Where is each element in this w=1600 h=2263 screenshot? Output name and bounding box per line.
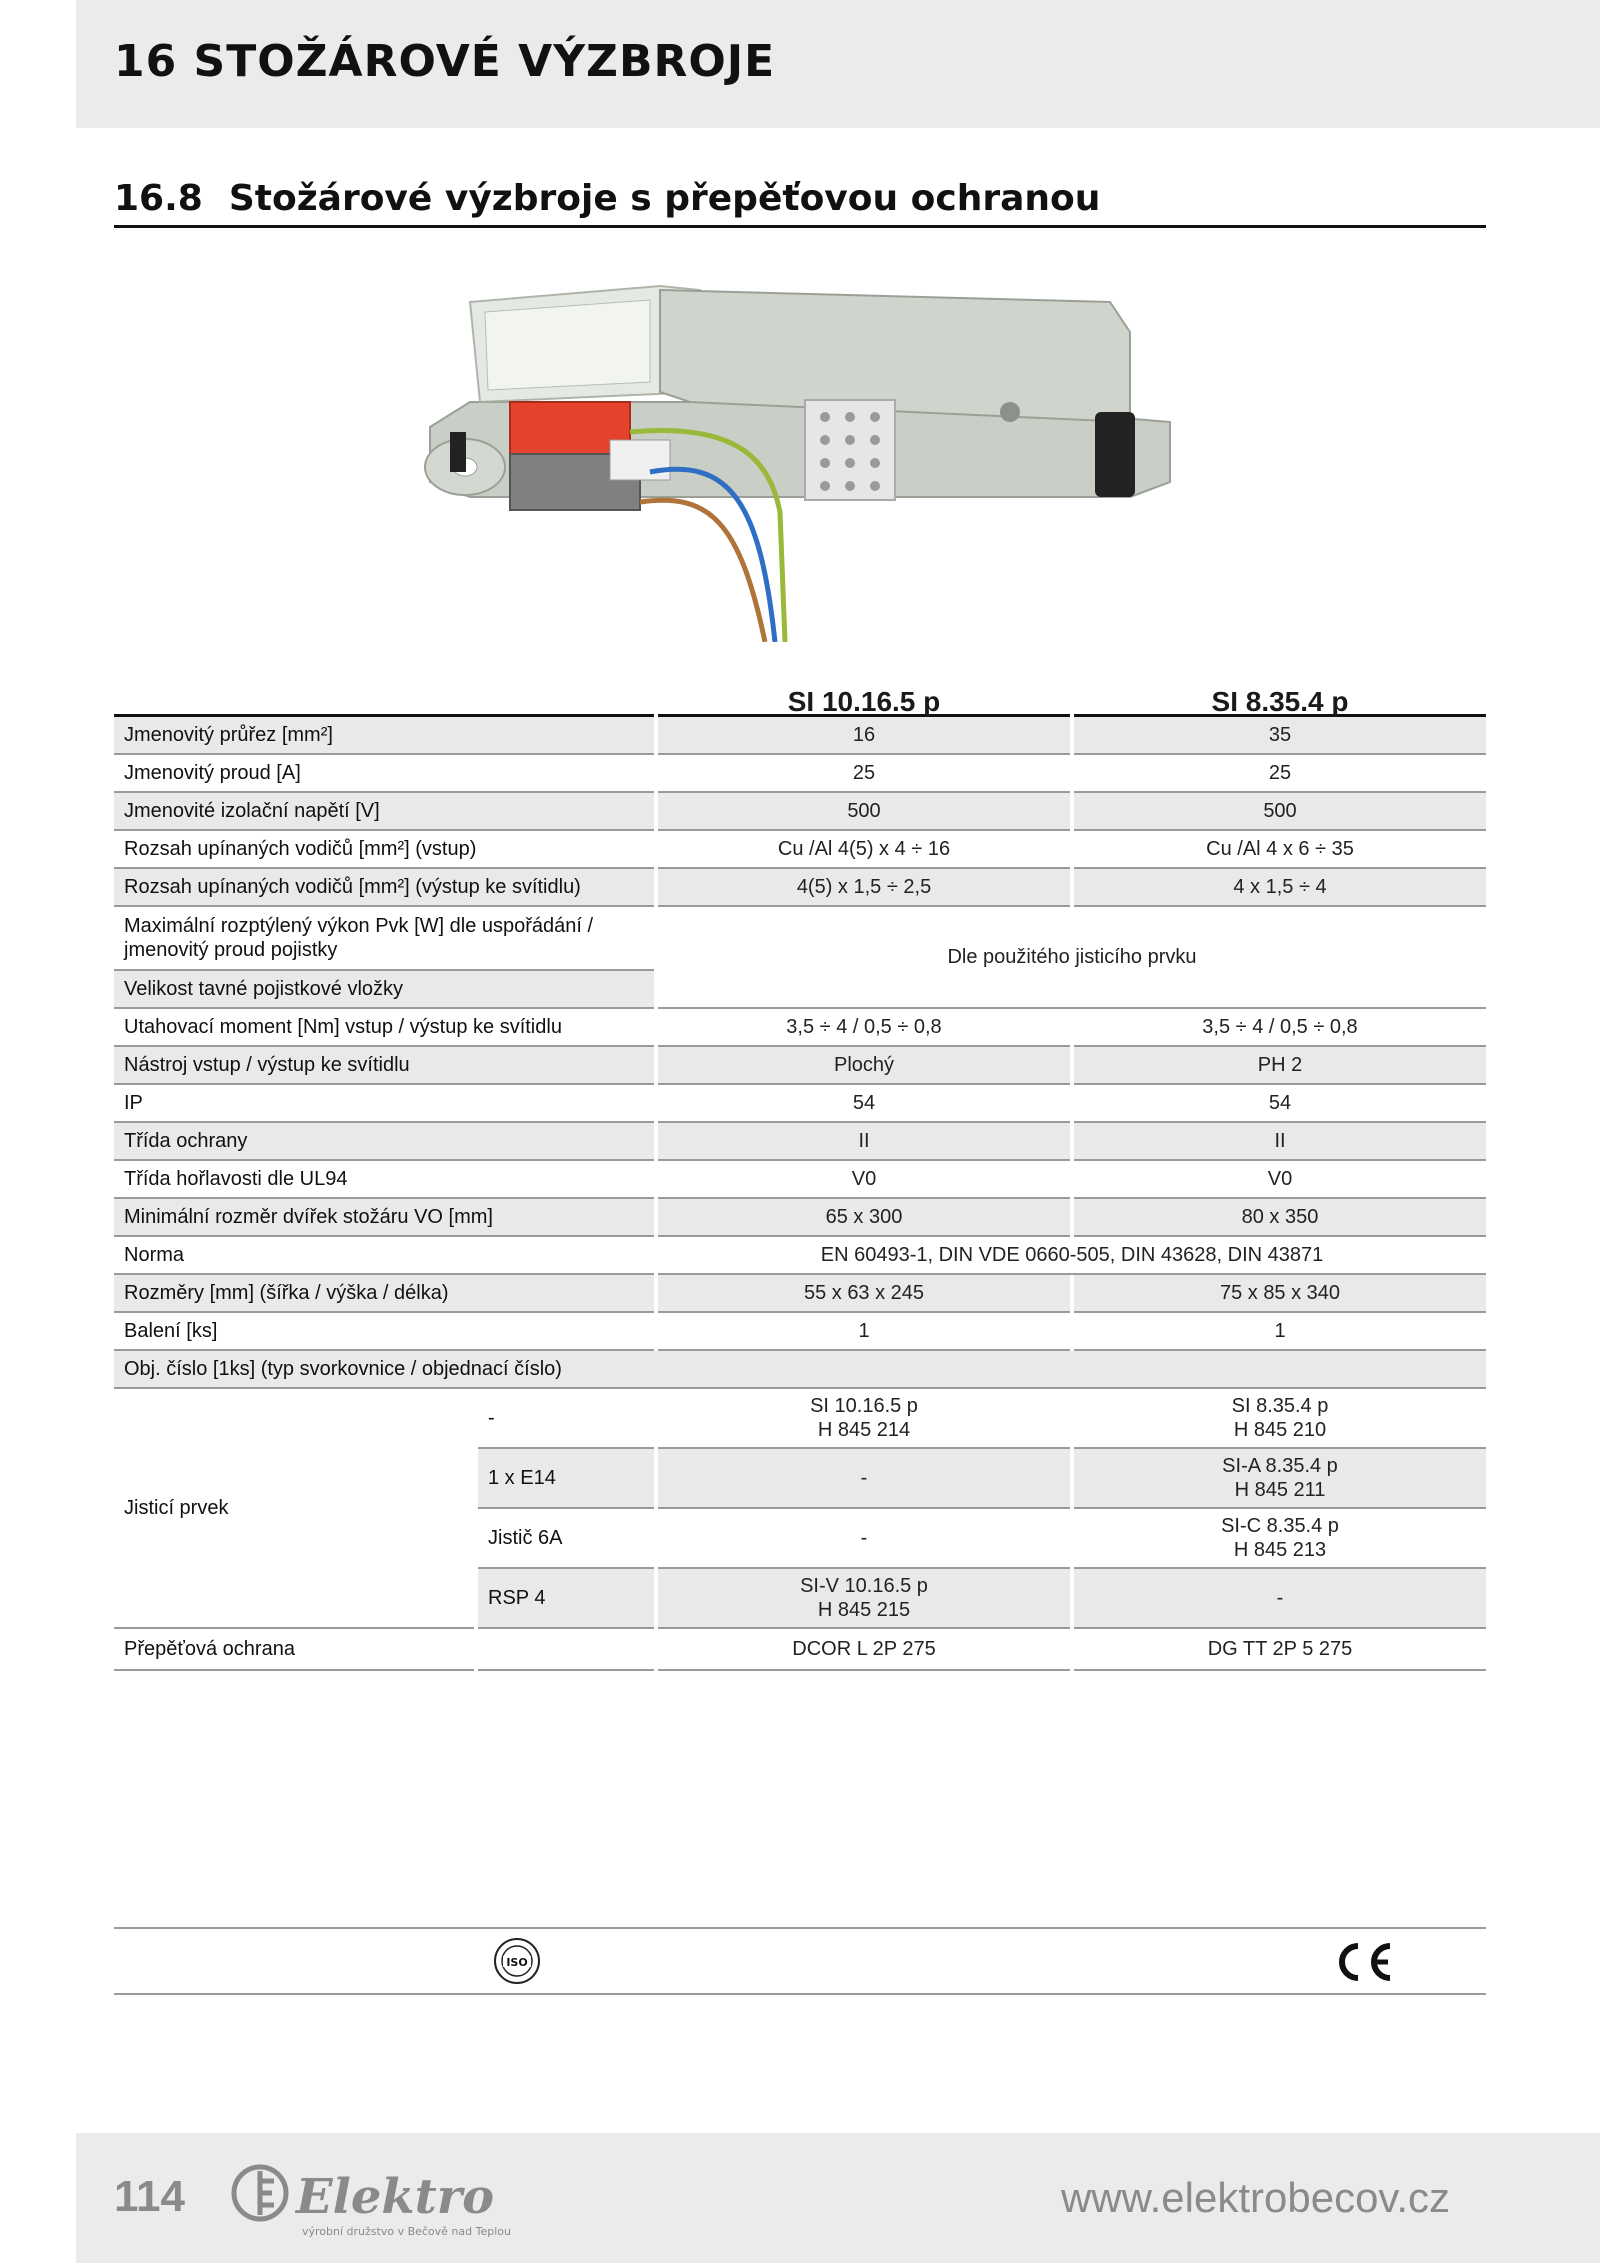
section-number: 16.8 (114, 178, 203, 219)
value-b: V0 (1074, 1161, 1486, 1199)
table-row (114, 1629, 1486, 1671)
value-a: Plochý (658, 1047, 1070, 1085)
value-a: 16 (658, 717, 1070, 755)
table-row (114, 793, 1486, 831)
breaker-value-b (1074, 1449, 1486, 1509)
breaker-value-a: - (658, 1509, 1070, 1569)
header-blank (114, 668, 654, 717)
breaker-value-b-line2: H 845 210 (1233, 1419, 1327, 1441)
breaker-value-b (1074, 1509, 1486, 1569)
breaker-value-b-line2: H 845 213 (1233, 1539, 1327, 1561)
value-b: 1 (1074, 1313, 1486, 1351)
breaker-value-a (658, 1389, 1070, 1449)
value-a: 3,5 ÷ 4 / 0,5 ÷ 0,8 (658, 1009, 1070, 1047)
table-row (114, 1199, 1486, 1237)
shared-value: Dle použitého jisticího prvku (658, 907, 1486, 1009)
breaker-sub-label: 1 x E14 (478, 1449, 654, 1509)
page-number: 114 (114, 2172, 185, 2221)
value-a: 500 (658, 793, 1070, 831)
value-b: II (1074, 1123, 1486, 1161)
table-row (114, 831, 1486, 869)
ce-mark-icon (1328, 1940, 1396, 1984)
row-label: Rozsah upínaných vodičů [mm²] (vstup) (114, 831, 654, 869)
value-b: 500 (1074, 793, 1486, 831)
table-row (114, 1237, 1486, 1275)
breaker-value-b-line2: H 845 211 (1234, 1479, 1326, 1501)
row-label: Rozsah upínaných vodičů [mm²] (výstup ke svítidlu) (114, 869, 654, 907)
spec-table (110, 668, 1490, 1671)
norm-label: Norma (114, 1237, 654, 1275)
surge-protection-label: Přepěťová ochrana (114, 1629, 474, 1671)
max-power-label-line1: Maximální rozptýlený výkon Pvk [W] dle uspořádání / (124, 915, 594, 937)
value-a: II (658, 1123, 1070, 1161)
surge-value-a: DCOR L 2P 275 (658, 1629, 1070, 1671)
breaker-row (114, 1389, 1486, 1449)
table-row (114, 1313, 1486, 1351)
value-b: PH 2 (1074, 1047, 1486, 1085)
breaker-value-b (1074, 1389, 1486, 1449)
table-row (114, 1009, 1486, 1047)
breaker-value-a-line1: SI 10.16.5 p (810, 1395, 918, 1417)
breaker-value-b-line1: SI-A 8.35.4 p (1222, 1455, 1338, 1477)
breaker-value-a: - (658, 1449, 1070, 1509)
table-row (114, 717, 1486, 755)
chapter-title: 16 STOŽÁROVÉ VÝZBROJE (114, 36, 776, 87)
surge-protection-sub (478, 1629, 654, 1671)
column-header-si-10-16-5: SI 10.16.5 p (658, 668, 1070, 717)
table-row (114, 1161, 1486, 1199)
iso-certification-icon (492, 1936, 542, 1986)
value-b: 4 x 1,5 ÷ 4 (1074, 869, 1486, 907)
value-b: 75 x 85 x 340 (1074, 1275, 1486, 1313)
max-power-label (114, 907, 654, 971)
table-row (114, 1047, 1486, 1085)
breaker-label: Jisticí prvek (114, 1389, 474, 1629)
section-title (114, 178, 1486, 228)
value-a: Cu /Al 4(5) x 4 ÷ 16 (658, 831, 1070, 869)
column-header-si-8-35-4: SI 8.35.4 p (1074, 668, 1486, 717)
section-title-text: Stožárové výzbroje s přepěťovou ochranou (228, 178, 1101, 219)
table-row (114, 1351, 1486, 1389)
breaker-value-b: - (1074, 1569, 1486, 1629)
value-a: V0 (658, 1161, 1070, 1199)
value-a: 1 (658, 1313, 1070, 1351)
row-label: IP (114, 1085, 654, 1123)
row-label: Jmenovitý proud [A] (114, 755, 654, 793)
value-b: 80 x 350 (1074, 1199, 1486, 1237)
table-row (114, 869, 1486, 907)
table-header-row (114, 668, 1486, 717)
value-b: 35 (1074, 717, 1486, 755)
row-label: Jmenovitý průřez [mm²] (114, 717, 654, 755)
value-a: 25 (658, 755, 1070, 793)
brand-name: Elektro (296, 2169, 495, 2225)
svg-text:ISO: ISO (506, 1956, 528, 1969)
breaker-value-a-line1: SI-V 10.16.5 p (800, 1575, 928, 1597)
value-a: 65 x 300 (658, 1199, 1070, 1237)
value-b: Cu /Al 4 x 6 ÷ 35 (1074, 831, 1486, 869)
order-number-label: Obj. číslo [1ks] (typ svorkovnice / objednací číslo) (114, 1351, 1486, 1389)
row-label: Třída ochrany (114, 1123, 654, 1161)
breaker-value-b-line1: SI-C 8.35.4 p (1221, 1515, 1339, 1537)
row-label: Jmenovité izolační napětí [V] (114, 793, 654, 831)
breaker-sub-label: RSP 4 (478, 1569, 654, 1629)
breaker-sub-label: Jistič 6A (478, 1509, 654, 1569)
table-row (114, 907, 1486, 971)
product-photo (410, 272, 1190, 642)
value-b: 54 (1074, 1085, 1486, 1123)
breaker-value-a-line2: H 845 215 (817, 1599, 911, 1621)
table-row (114, 755, 1486, 793)
row-label: Balení [ks] (114, 1313, 654, 1351)
norm-value: EN 60493-1, DIN VDE 0660-505, DIN 43628, DIN 43871 (658, 1237, 1486, 1275)
breaker-value-b-line1: SI 8.35.4 p (1231, 1395, 1329, 1417)
breaker-value-a-line2: H 845 214 (817, 1419, 911, 1441)
fuse-size-label: Velikost tavné pojistkové vložky (114, 971, 654, 1009)
row-label: Třída hořlavosti dle UL94 (114, 1161, 654, 1199)
table-row (114, 1275, 1486, 1313)
value-b: 3,5 ÷ 4 / 0,5 ÷ 0,8 (1074, 1009, 1486, 1047)
website-link[interactable]: www.elektrobecov.cz (1060, 2174, 1450, 2221)
table-row (114, 1123, 1486, 1161)
table-row (114, 1085, 1486, 1123)
certification-divider-top (114, 1927, 1486, 1929)
row-label: Nástroj vstup / výstup ke svítidlu (114, 1047, 654, 1085)
max-power-label-line2: jmenovitý proud pojistky (124, 939, 338, 961)
value-b: 25 (1074, 755, 1486, 793)
surge-value-b: DG TT 2P 5 275 (1074, 1629, 1486, 1671)
value-a: 54 (658, 1085, 1070, 1123)
certification-divider-bottom (114, 1993, 1486, 1995)
value-a: 55 x 63 x 245 (658, 1275, 1070, 1313)
value-a: 4(5) x 1,5 ÷ 2,5 (658, 869, 1070, 907)
breaker-sub-label: - (478, 1389, 654, 1449)
row-label: Utahovací moment [Nm] vstup / výstup ke svítidlu (114, 1009, 654, 1047)
breaker-value-a (658, 1569, 1070, 1629)
brand-tagline: výrobní družstvo v Bečově nad Teplou (302, 2225, 511, 2238)
row-label: Rozměry [mm] (šířka / výška / délka) (114, 1275, 654, 1313)
row-label: Minimální rozměr dvířek stožáru VO [mm] (114, 1199, 654, 1237)
